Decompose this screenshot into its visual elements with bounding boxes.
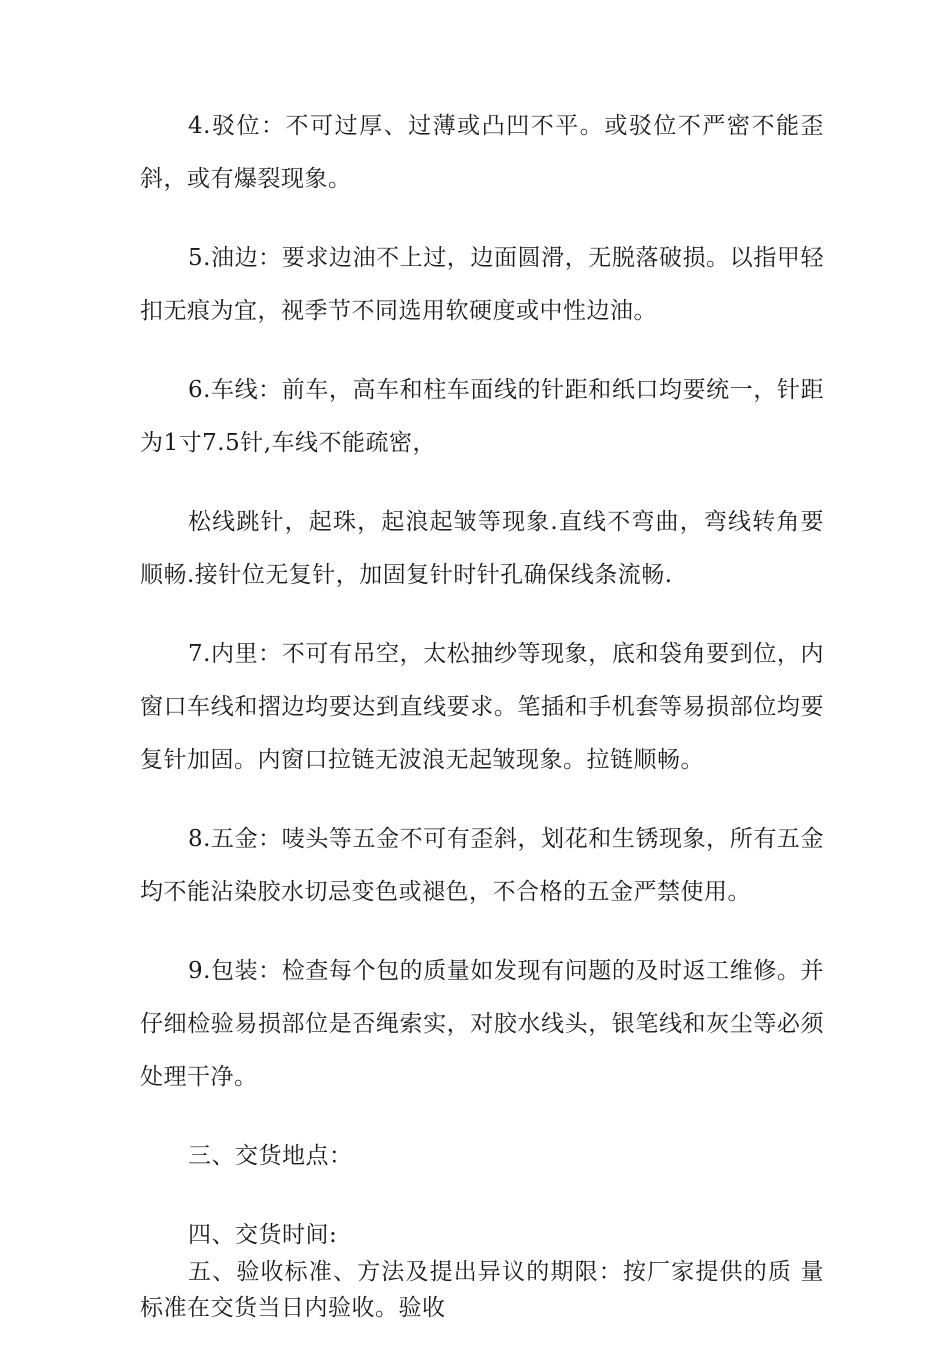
paragraph-6-stitching-cont: 松线跳针，起珠，起浪起皱等现象.直线不弯曲，弯线转角要顺畅.接针位无复针，加固复针时针孔确保线条流畅. [140,509,824,588]
paragraph-6-stitching: 6.车线：前车，高车和柱车面线的针距和纸口均要统一，针距为1寸7.5针,车线不能疏密， [140,377,824,456]
paragraph-4-seam: 4.驳位：不可过厚、过薄或凸凹不平。或驳位不严密不能歪斜，或有爆裂现象。 [140,113,824,192]
paragraph-9-packaging: 9.包装：检查每个包的质量如发现有问题的及时返工维修。并仔细检验易损部位是否绳索实，对胶水线头，银笔线和灰尘等必须处理干净。 [140,958,824,1090]
paragraph-5-edge-oil: 5.油边：要求边油不上过，边面圆滑，无脱落破损。以指甲轻扣无痕为宜，视季节不同选用软硬度或中性边油。 [140,245,824,324]
paragraph-7-lining: 7.内里：不可有吊空，太松抽纱等现象，底和袋角要到位，内窗口车线和摺边均要达到直线要求。笔插和手机套等易损部位均要复针加固。内窗口拉链无波浪无起皱现象。拉链顺畅。 [140,641,824,773]
section-delivery-location: 三、交货地点： [188,1143,353,1169]
section-acceptance: 五、验收标准、方法及提出异议的期限：按厂家提供的质 量标准在交货当日内验收。验收 [140,1259,824,1321]
section-delivery-time: 四、交货时间: [188,1222,338,1248]
paragraph-8-hardware: 8.五金：唛头等五金不可有歪斜，划花和生锈现象，所有五金均不能沾染胶水切忌变色或褪色，不合格的五金严禁使用。 [140,826,824,905]
document-page [140,100,824,1352]
